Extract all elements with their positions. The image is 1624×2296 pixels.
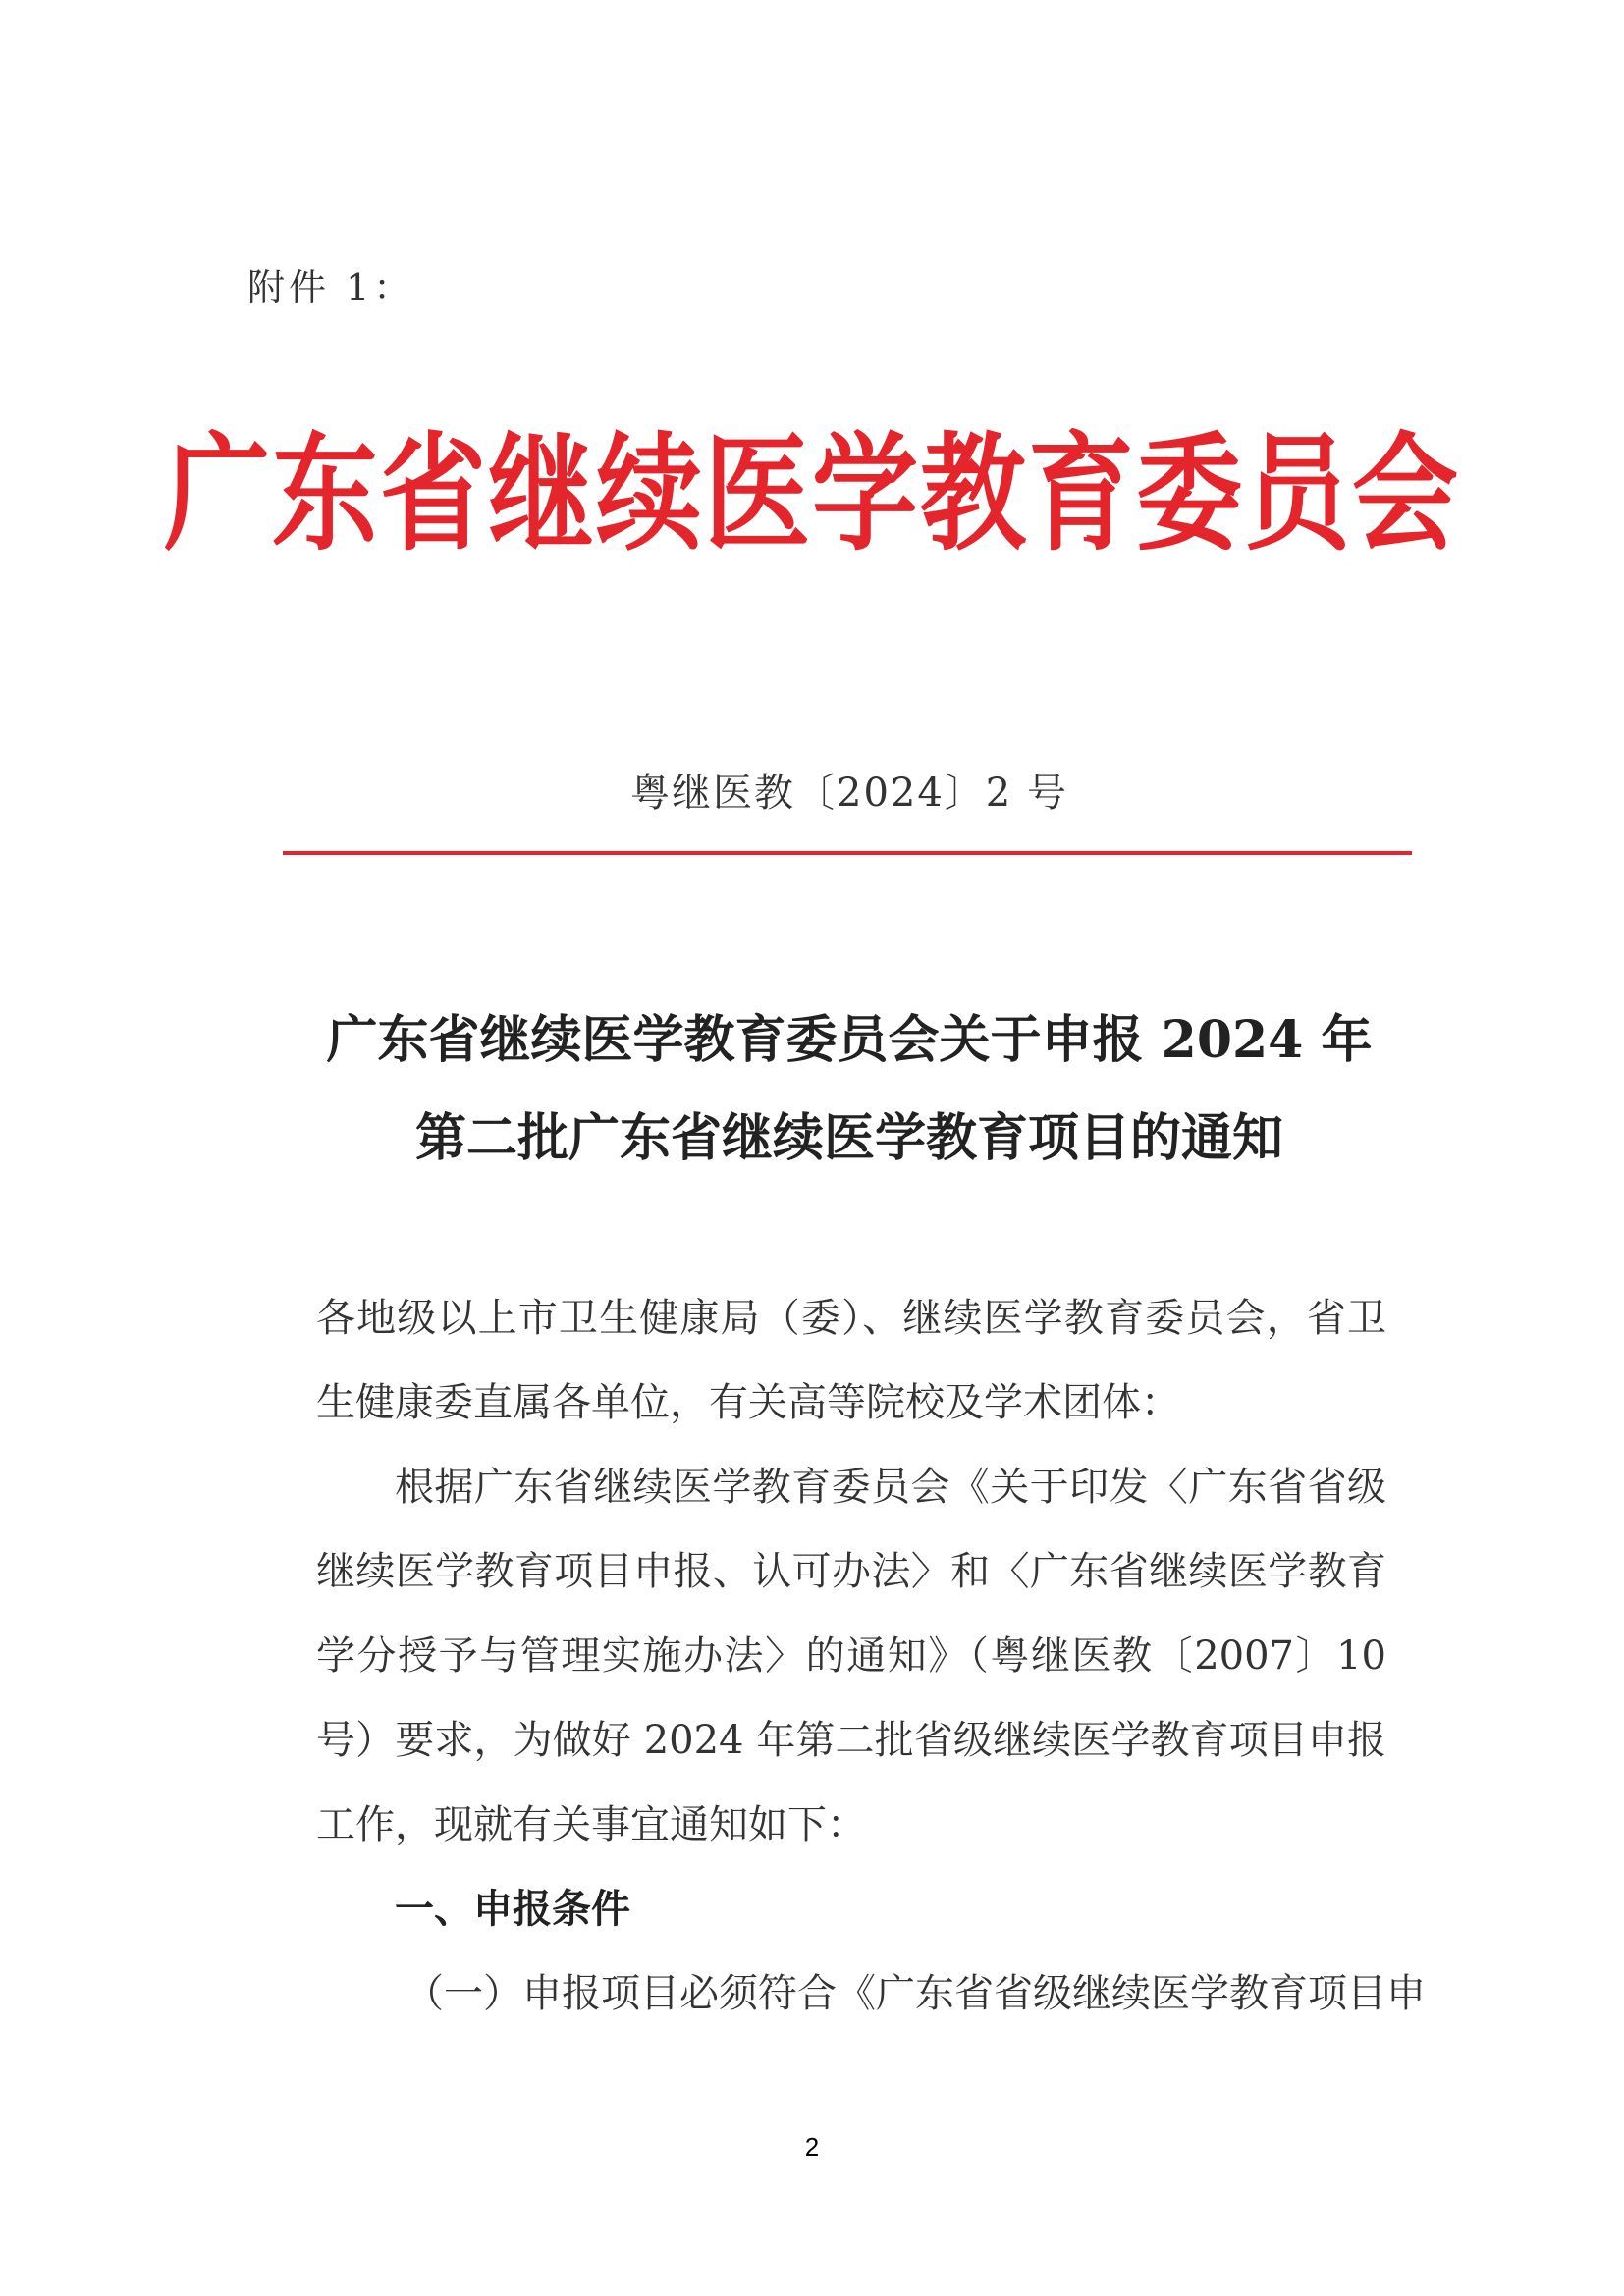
red-divider-line [283, 851, 1412, 855]
salutation-paragraph: 各地级以上市卫生健康局（委）、继续医学教育委员会，省卫生健康委直属各单位，有关高等院校及学术团体： [316, 1296, 1386, 1425]
document-title-line-1: 广东省继续医学教育委员会关于申报 2024 年 [326, 1010, 1373, 1070]
page-number: 2 [804, 2132, 820, 2162]
section-heading: 一、申报条件 [395, 1887, 630, 1932]
document-title-line-2: 第二批广东省继续医学教育项目的通知 [414, 1108, 1283, 1168]
issuing-organization-header: 广东省继续医学教育委员会 [163, 421, 1460, 569]
attachment-label: 附件 1： [247, 266, 415, 309]
section-item: （一）申报项目必须符合《广东省省级继续医学教育项目申 [405, 1971, 1426, 2016]
document-number: 粤继医教〔2024〕2 号 [630, 771, 1068, 816]
document-body [316, 1276, 1426, 2036]
document-title [0, 991, 1624, 1188]
intro-paragraph: 根据广东省继续医学教育委员会《关于印发〈广东省省级继续医学教育项目申报、认可办法〉和〈广东省继续医学教育学分授予与管理实施办法〉的通知》（粤继医教〔2007〕10 号）要求，为做好 2024 年第二批省级继续医学教育项目申报工作，现就有关事宜通知如下： [316, 1465, 1386, 1847]
